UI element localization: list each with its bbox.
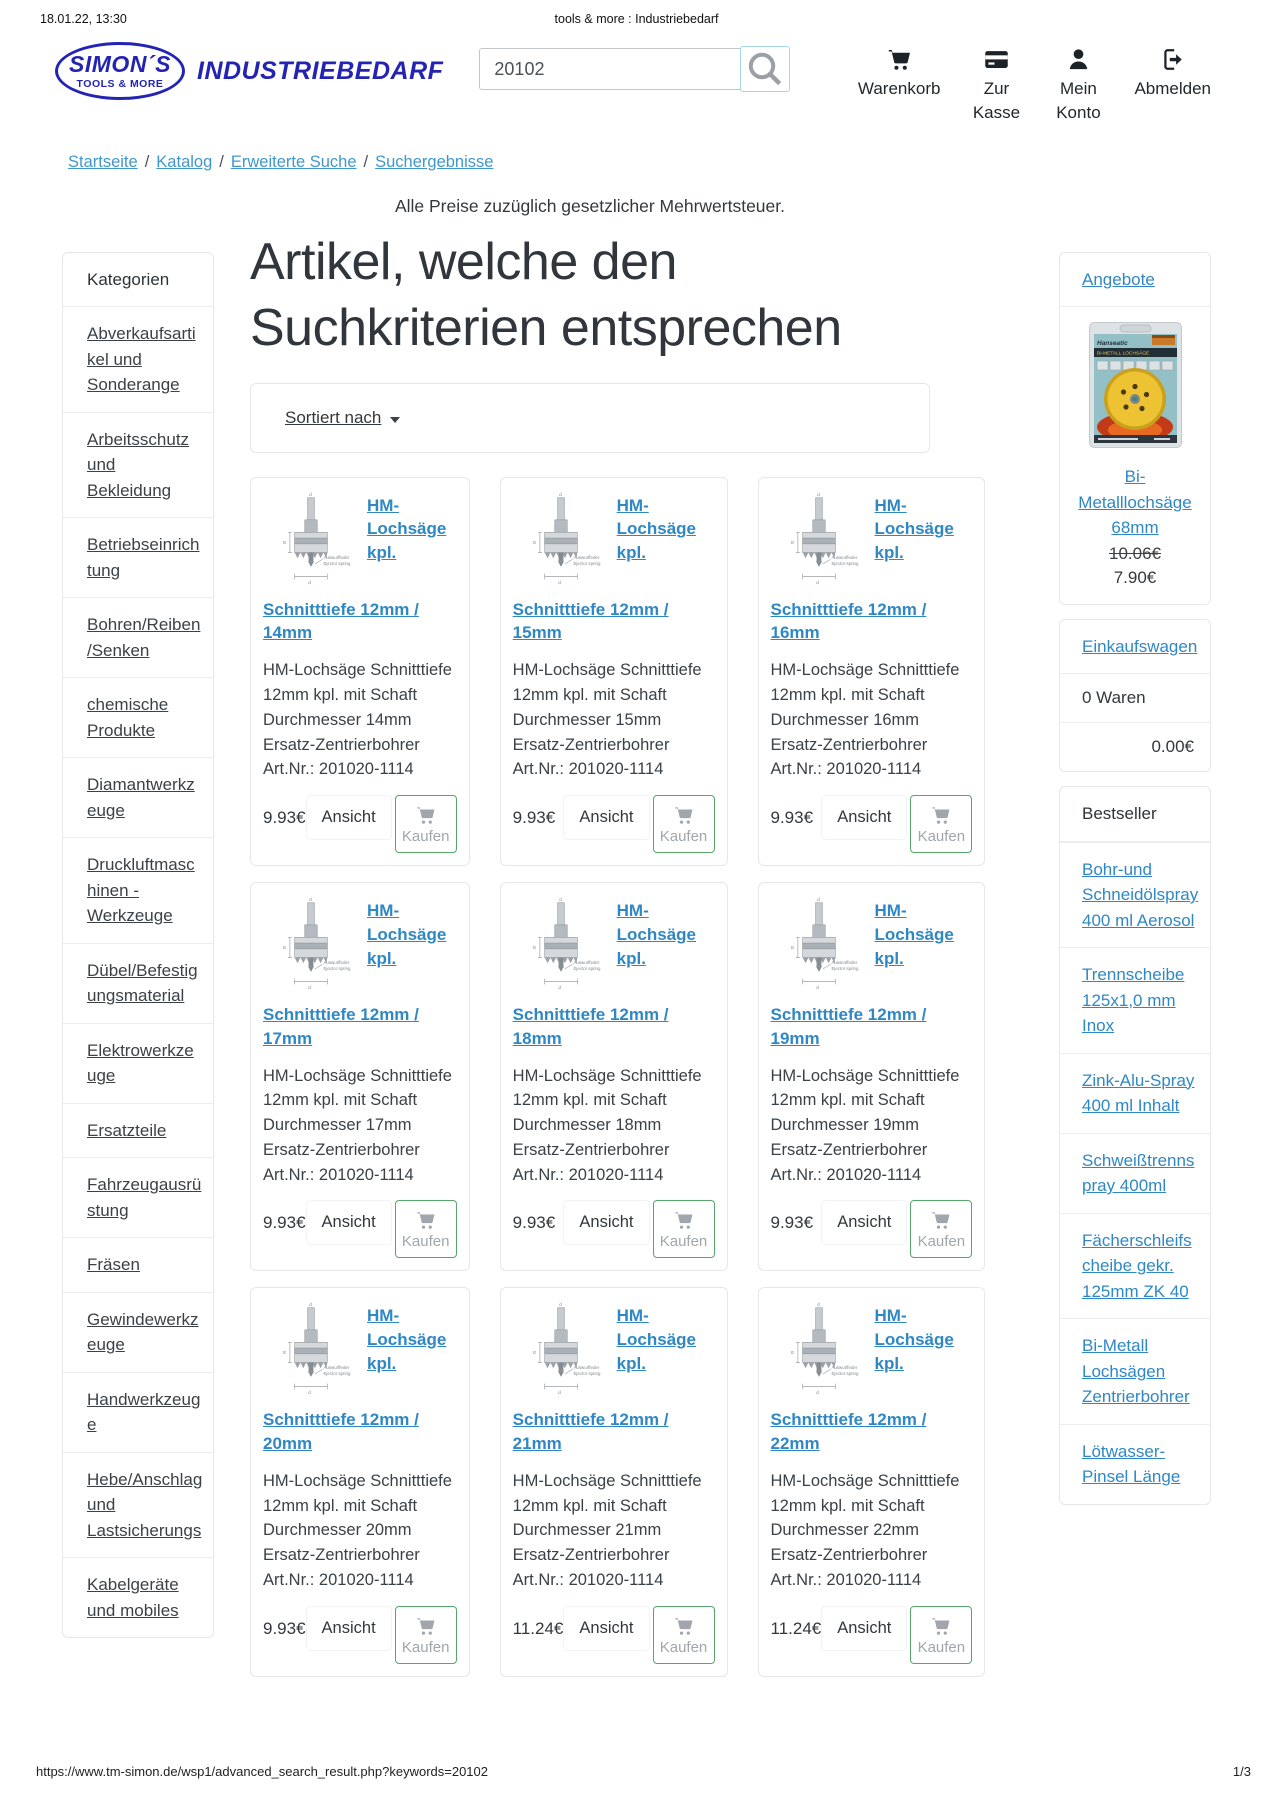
category-item[interactable] [63, 517, 213, 597]
product-description [771, 1469, 973, 1593]
svg-text:Auswurffeder: Auswurffeder [323, 1365, 350, 1371]
offers-link[interactable]: Angebote [1082, 269, 1155, 289]
offers-header [1060, 253, 1210, 308]
product-description [263, 1469, 457, 1593]
account-nav-button[interactable] [1052, 46, 1104, 125]
view-button[interactable]: Ansicht [306, 795, 392, 840]
buy-button-label: Kaufen [659, 828, 708, 845]
product-card [758, 882, 986, 1271]
logo-brand-text: INDUSTRIEBEDARF [197, 56, 444, 85]
buy-button[interactable] [395, 795, 457, 853]
svg-text:E: E [790, 1351, 794, 1357]
product-description-text: HM-Lochsäge Schnitttiefe 12mm kpl. mit Schaft Durchmesser 17mm Ersatz-Zentrierbohrer [263, 1066, 452, 1159]
category-link[interactable]: Fahrzeugausrüstung [87, 1175, 202, 1220]
product-article-number: Art.Nr.: 201020-1114 [512, 760, 664, 779]
category-link[interactable]: Abverkaufsartikel und Sonderange [87, 324, 196, 395]
category-item[interactable] [63, 1292, 213, 1372]
category-item[interactable] [63, 1452, 213, 1558]
sort-dropdown[interactable]: Sortiert nach [285, 407, 382, 427]
category-link[interactable]: chemische Produkte [87, 695, 169, 740]
category-link[interactable]: Bohren/Reiben/Senken [87, 615, 201, 660]
buy-button-label: Kaufen [401, 828, 450, 845]
categories-sidebar [62, 252, 214, 1639]
view-button[interactable]: Ansicht [563, 1200, 649, 1245]
product-article-number: Art.Nr.: 201020-1114 [512, 1165, 664, 1184]
view-button[interactable]: Ansicht [306, 1606, 392, 1651]
cart-icon [415, 1616, 437, 1636]
cart-nav-button[interactable] [858, 46, 941, 125]
product-article-number: Art.Nr.: 201020-1114 [770, 1165, 922, 1184]
offers-box [1059, 252, 1211, 605]
category-link[interactable]: Fräsen [87, 1255, 140, 1275]
bestseller-item[interactable] [1060, 947, 1210, 1053]
hole-saw-drawing [513, 895, 609, 995]
buy-button[interactable] [395, 1606, 457, 1664]
svg-text:E: E [283, 1351, 287, 1357]
hole-saw-drawing [263, 1300, 359, 1400]
product-card [500, 1287, 728, 1676]
categories-list [63, 306, 213, 1637]
product-price: 11.24€ [770, 1618, 822, 1638]
bestseller-item[interactable] [1060, 1053, 1210, 1133]
svg-text:d: d [308, 986, 311, 992]
svg-text:E: E [790, 945, 794, 951]
product-card [250, 477, 470, 866]
view-button[interactable]: Ansicht [306, 1200, 392, 1245]
product-description [771, 658, 973, 782]
product-price: 11.24€ [512, 1618, 564, 1638]
categories-title: Kategorien [87, 269, 170, 289]
bestseller-item[interactable] [1060, 1424, 1210, 1504]
buy-button[interactable] [910, 1200, 972, 1258]
product-description [771, 1064, 973, 1188]
product-price: 9.93€ [263, 808, 306, 827]
buy-button[interactable] [395, 1200, 457, 1258]
buy-button[interactable] [653, 1606, 715, 1664]
product-price: 9.93€ [263, 1213, 306, 1233]
product-description [263, 658, 457, 782]
bestseller-title: Bestseller [1060, 787, 1210, 842]
user-icon [1065, 46, 1092, 73]
product-price: 9.93€ [512, 1213, 556, 1233]
svg-text:Ejector spring: Ejector spring [573, 965, 601, 971]
svg-text:d: d [557, 1391, 561, 1397]
product-description-text: HM-Lochsäge Schnitttiefe 12mm kpl. mit Schaft Durchmesser 21mm Ersatz-Zentrierbohrer [512, 1471, 702, 1565]
svg-text:Ejector spring: Ejector spring [323, 560, 351, 566]
svg-text:Auswurffeder: Auswurffeder [830, 554, 857, 560]
product-article-number: Art.Nr.: 201020-1114 [263, 760, 414, 779]
product-title-link[interactable]: HM-Lochsäge kpl. [874, 901, 954, 968]
hole-saw-drawing [771, 490, 867, 590]
cart-icon [673, 805, 695, 825]
product-card [758, 1287, 986, 1676]
svg-text:d: d [557, 580, 561, 586]
category-link[interactable]: Dübel/Befestigungsmaterial [87, 960, 198, 1006]
svg-text:d: d [309, 1303, 312, 1309]
product-variant-link[interactable]: Schnitttiefe 12mm / 14mm [263, 599, 419, 643]
offer-old-price: 10.06€ [1109, 543, 1161, 563]
view-button[interactable]: Ansicht [563, 1606, 649, 1651]
svg-text:Auswurffeder: Auswurffeder [830, 960, 857, 966]
checkout-nav-button[interactable] [970, 46, 1022, 125]
nav-label: Zur Kasse [972, 79, 1021, 122]
product-description-text: HM-Lochsäge Schnitttiefe 12mm kpl. mit Schaft Durchmesser 19mm Ersatz-Zentrierbohrer [770, 1066, 960, 1159]
product-grid [250, 477, 966, 1677]
svg-text:Ejector spring: Ejector spring [573, 1371, 601, 1377]
nav-label: Mein Konto [1056, 79, 1101, 122]
product-description [513, 1064, 715, 1188]
breadcrumb [0, 125, 1273, 172]
buy-button[interactable] [910, 795, 972, 853]
product-description-text: HM-Lochsäge Schnitttiefe 12mm kpl. mit Schaft Durchmesser 16mm Ersatz-Zentrierbohrer [770, 661, 960, 754]
breadcrumb-separator: / [363, 152, 369, 171]
cart-items-count: 0 Waren [1060, 674, 1210, 723]
category-item[interactable] [63, 837, 213, 943]
product-price: 9.93€ [512, 808, 556, 827]
product-description-text: HM-Lochsäge Schnitttiefe 12mm kpl. mit Schaft Durchmesser 18mm Ersatz-Zentrierbohrer [512, 1066, 702, 1159]
svg-text:Ejector spring: Ejector spring [830, 965, 858, 971]
view-button[interactable]: Ansicht [821, 1200, 907, 1245]
svg-text:Ejector spring: Ejector spring [830, 1371, 858, 1377]
category-item[interactable] [63, 677, 213, 757]
product-image[interactable] [263, 1300, 359, 1400]
cart-icon [415, 805, 437, 825]
logo-simons-text: SIMON´S [69, 50, 171, 77]
svg-text:E: E [532, 945, 537, 951]
tax-notice: Alle Preise zuzüglich gesetzlicher Mehrwertsteuer. [394, 195, 786, 216]
category-link[interactable]: Handwerkzeuge [87, 1389, 201, 1435]
svg-text:Auswurffeder: Auswurffeder [573, 1365, 600, 1371]
category-item[interactable] [63, 1023, 213, 1103]
category-item[interactable] [63, 943, 213, 1023]
logout-icon [1159, 46, 1186, 73]
bestseller-link[interactable]: Lötwasser-Pinsel Länge [1082, 1441, 1181, 1487]
svg-text:d: d [308, 1391, 311, 1397]
hole-saw-drawing [771, 895, 867, 995]
offer-product-link[interactable]: Bi-Metalllochsäge 68mm [1078, 467, 1192, 538]
category-item[interactable] [63, 1237, 213, 1292]
category-link[interactable]: Betriebseinrichtung [87, 535, 200, 580]
svg-text:Auswurffeder: Auswurffeder [830, 1365, 857, 1371]
product-article-number: Art.Nr.: 201020-1114 [770, 1570, 922, 1589]
cart-icon [930, 805, 952, 825]
bestseller-item[interactable] [1060, 1318, 1210, 1424]
nav-label: Warenkorb [857, 79, 941, 98]
category-item[interactable] [63, 306, 213, 412]
sort-box [250, 383, 930, 453]
cart-icon [415, 1210, 437, 1230]
print-header [0, 0, 1273, 26]
svg-text:d: d [557, 986, 561, 992]
category-link[interactable]: Hebe/Anschlag und Lastsicherungs [87, 1469, 203, 1540]
cart-box-header [1060, 620, 1210, 675]
category-item[interactable] [63, 1157, 213, 1237]
product-image[interactable] [513, 490, 609, 590]
product-card [250, 1287, 470, 1676]
svg-text:Ejector spring: Ejector spring [323, 965, 351, 971]
print-datetime: 18.01.22, 13:30 [40, 12, 127, 26]
product-variant-link[interactable]: Schnitttiefe 12mm / 15mm [512, 599, 669, 643]
svg-text:E: E [283, 945, 287, 951]
buy-button-label: Kaufen [401, 1233, 450, 1251]
content [0, 172, 1273, 1677]
category-item[interactable] [63, 757, 213, 837]
product-title-link[interactable]: HM-Lochsäge kpl. [367, 1306, 447, 1373]
buy-button[interactable] [653, 1200, 715, 1258]
product-variant-link[interactable]: Schnitttiefe 12mm / 18mm [512, 1005, 669, 1048]
svg-text:d: d [816, 897, 820, 903]
product-price: 9.93€ [770, 1213, 814, 1233]
page-title: Artikel, welche den Suchkriterien entsprechen [250, 232, 842, 357]
user-nav [858, 42, 1211, 125]
product-image[interactable] [263, 895, 359, 995]
logo-oval [55, 42, 185, 100]
product-price: 9.93€ [263, 1618, 306, 1638]
product-price: 9.93€ [770, 808, 814, 827]
svg-text:Auswurffeder: Auswurffeder [573, 554, 600, 560]
bestseller-link[interactable]: Fächerschleifscheibe gekr. 125mm ZK 40 [1082, 1230, 1192, 1301]
view-button[interactable]: Ansicht [821, 1606, 907, 1651]
svg-text:E: E [532, 540, 537, 546]
category-item[interactable] [63, 1372, 213, 1452]
chevron-down-icon [390, 417, 400, 423]
search-button[interactable] [740, 46, 790, 92]
svg-text:d: d [815, 986, 819, 992]
cart-box-link[interactable]: Einkaufswagen [1082, 636, 1198, 656]
buy-button[interactable] [910, 1606, 972, 1664]
product-title-link[interactable]: HM-Lochsäge kpl. [616, 901, 697, 968]
print-page-number: 1/3 [1232, 1764, 1251, 1779]
logout-nav-button[interactable] [1134, 46, 1211, 125]
category-link[interactable]: Gewindewerkzeuge [87, 1309, 199, 1355]
buy-button-label: Kaufen [917, 1233, 966, 1251]
breadcrumb-separator: / [144, 152, 150, 171]
svg-text:d: d [815, 1391, 819, 1397]
product-title-link[interactable]: HM-Lochsäge kpl. [616, 495, 697, 563]
product-description [513, 658, 715, 782]
bestseller-box [1059, 786, 1211, 1505]
bestseller-item[interactable] [1060, 1133, 1210, 1213]
product-image[interactable] [263, 490, 359, 590]
product-title-link[interactable]: HM-Lochsäge kpl. [367, 901, 447, 968]
product-title-link[interactable]: HM-Lochsäge kpl. [874, 495, 954, 563]
bimetal-holesaw-package [1088, 321, 1183, 449]
product-article-number: Art.Nr.: 201020-1114 [263, 1570, 414, 1589]
product-description-text: HM-Lochsäge Schnitttiefe 12mm kpl. mit Schaft Durchmesser 15mm Ersatz-Zentrierbohrer [512, 661, 702, 754]
category-item[interactable] [63, 1557, 213, 1637]
product-title-link[interactable]: HM-Lochsäge kpl. [874, 1306, 954, 1373]
category-link[interactable]: Elektrowerkzeuge [87, 1040, 194, 1086]
offer-price: 7.90€ [1113, 567, 1157, 587]
product-card [500, 882, 728, 1271]
svg-text:d: d [558, 897, 562, 903]
hole-saw-drawing [263, 490, 359, 590]
category-link[interactable]: Ersatzteile [87, 1120, 167, 1140]
product-article-number: Art.Nr.: 201020-1114 [263, 1165, 414, 1184]
bestseller-item[interactable] [1060, 842, 1210, 948]
category-link[interactable]: Kabelgeräte und mobiles [87, 1575, 179, 1620]
svg-text:d: d [308, 580, 311, 586]
svg-text:d: d [558, 492, 562, 498]
product-variant-link[interactable]: Schnitttiefe 12mm / 17mm [263, 1005, 419, 1048]
right-sidebar [1059, 252, 1211, 1519]
category-item[interactable] [63, 412, 213, 518]
nav-label: Abmelden [1134, 79, 1211, 98]
buy-button-label: Kaufen [659, 1638, 708, 1656]
bestseller-link[interactable]: Trennscheibe 125x1,0 mm Inox [1082, 965, 1185, 1036]
svg-text:Auswurffeder: Auswurffeder [323, 554, 350, 560]
bestseller-link[interactable]: Schweißtrennspray 400ml [1082, 1150, 1195, 1196]
product-variant-link[interactable]: Schnitttiefe 12mm / 21mm [512, 1410, 669, 1454]
svg-text:Ejector spring: Ejector spring [323, 1371, 351, 1377]
product-description [513, 1469, 715, 1593]
product-description-text: HM-Lochsäge Schnitttiefe 12mm kpl. mit Schaft Durchmesser 20mm Ersatz-Zentrierbohrer [263, 1471, 452, 1565]
product-title-link[interactable]: HM-Lochsäge kpl. [367, 495, 447, 563]
cart-box [1059, 619, 1211, 773]
print-footer [0, 1756, 1273, 1800]
breadcrumb-suchergebnisse[interactable]: Suchergebnisse [375, 152, 494, 171]
hole-saw-drawing [513, 490, 609, 590]
bestseller-link[interactable]: Zink-Alu-Spray 400 ml Inhalt [1082, 1070, 1195, 1116]
product-image[interactable] [771, 895, 867, 995]
bestseller-item[interactable] [1060, 1213, 1210, 1319]
view-button[interactable]: Ansicht [821, 795, 907, 840]
svg-text:E: E [790, 540, 794, 546]
category-link[interactable]: Druckluftmaschinen - Werkzeuge [87, 855, 195, 926]
breadcrumb-erweiterte-suche[interactable]: Erweiterte Suche [230, 152, 357, 171]
svg-text:Auswurffeder: Auswurffeder [573, 960, 600, 966]
cart-icon [930, 1616, 952, 1636]
svg-text:d: d [815, 580, 819, 586]
hole-saw-drawing [263, 895, 359, 995]
product-card [250, 882, 470, 1271]
svg-text:d: d [816, 492, 820, 498]
product-image[interactable] [513, 895, 609, 995]
bestseller-list [1060, 842, 1210, 1504]
svg-text:d: d [558, 1303, 562, 1309]
cart-total: 0.00€ [1151, 737, 1194, 757]
product-image[interactable] [771, 1300, 867, 1400]
breadcrumb-separator: / [219, 152, 224, 171]
category-item[interactable] [63, 597, 213, 677]
svg-text:d: d [816, 1303, 820, 1309]
product-image[interactable] [513, 1300, 609, 1400]
credit-card-icon [983, 46, 1010, 73]
product-variant-link[interactable]: Schnitttiefe 12mm / 16mm [770, 599, 927, 643]
product-description [263, 1064, 457, 1188]
svg-text:E: E [283, 540, 287, 546]
cart-icon [673, 1616, 695, 1636]
print-header-spacer [835, 12, 1233, 26]
buy-button[interactable] [653, 795, 715, 853]
svg-text:BI-METALL LOCHSÄGE: BI-METALL LOCHSÄGE [1096, 351, 1149, 357]
svg-text:Hanseatic: Hanseatic [1096, 340, 1128, 348]
breadcrumb-startseite[interactable]: Startseite [68, 152, 138, 171]
product-article-number: Art.Nr.: 201020-1114 [512, 1570, 664, 1589]
buy-button-label: Kaufen [401, 1638, 450, 1656]
product-card [758, 477, 986, 866]
bestseller-link[interactable]: Bi-Metall Lochsägen Zentrierbohrer [1082, 1336, 1190, 1407]
bestseller-link[interactable]: Bohr-und Schneidölspray 400 ml Aerosol [1082, 859, 1199, 930]
svg-text:Ejector spring: Ejector spring [830, 560, 858, 566]
print-url: https://www.tm-simon.de/wsp1/advanced_search_result.php?keywords=20102 [36, 1764, 488, 1779]
product-variant-link[interactable]: Schnitttiefe 12mm / 22mm [770, 1410, 927, 1454]
product-description-text: HM-Lochsäge Schnitttiefe 12mm kpl. mit Schaft Durchmesser 22mm Ersatz-Zentrierbohrer [770, 1471, 960, 1565]
product-card [500, 477, 728, 866]
product-variant-link[interactable]: Schnitttiefe 12mm / 19mm [770, 1005, 927, 1048]
hole-saw-drawing [771, 1300, 867, 1400]
buy-button-label: Kaufen [659, 1233, 708, 1251]
svg-text:E: E [532, 1351, 537, 1357]
svg-text:d: d [309, 897, 312, 903]
buy-button-label: Kaufen [917, 1638, 966, 1656]
svg-text:Auswurffeder: Auswurffeder [323, 960, 350, 966]
logo-tools-text: TOOLS & MORE [76, 77, 164, 90]
svg-text:Ejector spring: Ejector spring [573, 560, 601, 566]
search-input[interactable] [479, 48, 741, 90]
product-article-number: Art.Nr.: 201020-1114 [770, 760, 922, 779]
category-item[interactable] [63, 1103, 213, 1158]
category-link[interactable]: Diamantwerkzeuge [87, 775, 195, 820]
offer-product-image[interactable] [1088, 340, 1183, 453]
search-bar [479, 48, 790, 92]
logo[interactable] [55, 42, 443, 100]
product-variant-link[interactable]: Schnitttiefe 12mm / 20mm [263, 1410, 419, 1454]
buy-button-label: Kaufen [917, 828, 966, 845]
cart-icon [673, 1210, 695, 1230]
svg-text:d: d [309, 492, 312, 498]
site-header [0, 26, 1273, 125]
product-title-link[interactable]: HM-Lochsäge kpl. [616, 1306, 697, 1373]
search-icon [741, 45, 789, 93]
cart-icon [930, 1210, 952, 1230]
breadcrumb-katalog[interactable]: Katalog [156, 152, 213, 171]
view-button[interactable]: Ansicht [563, 795, 649, 840]
search-results-main [250, 172, 966, 1677]
product-image[interactable] [771, 490, 867, 590]
product-description-text: HM-Lochsäge Schnitttiefe 12mm kpl. mit Schaft Durchmesser 14mm Ersatz-Zentrierbohrer [263, 661, 452, 754]
print-title: tools & more : Industriebedarf [554, 12, 719, 26]
hole-saw-drawing [513, 1300, 609, 1400]
cart-icon [886, 46, 913, 73]
category-link[interactable]: Arbeitsschutz und Bekleidung [87, 429, 190, 500]
